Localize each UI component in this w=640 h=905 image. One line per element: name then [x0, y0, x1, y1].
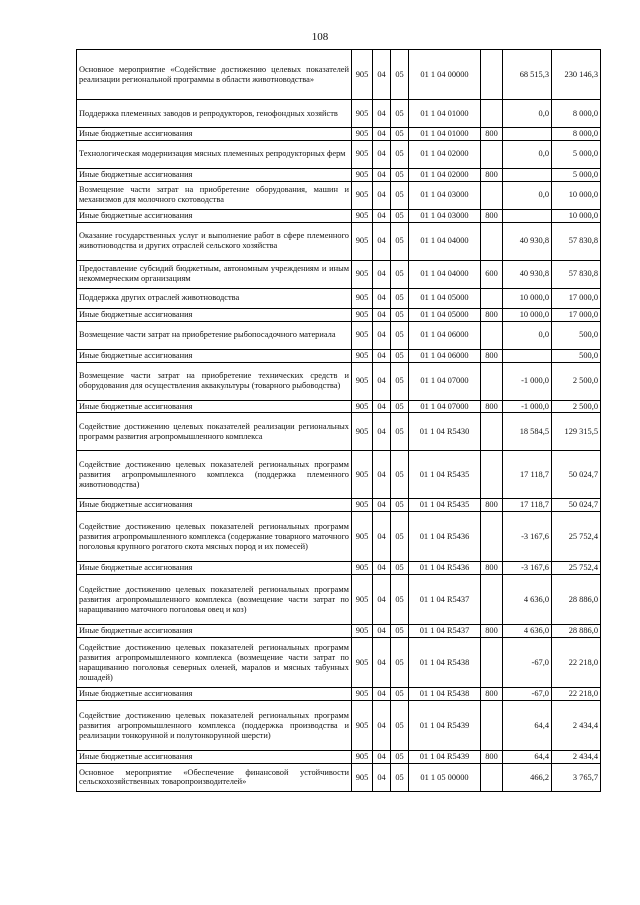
row-gr: 905 [352, 349, 373, 362]
row-pr: 05 [391, 638, 409, 688]
row-gr: 905 [352, 451, 373, 499]
row-name: Поддержка племенных заводов и репродукторов, генофондных хозяйств [77, 100, 352, 128]
row-rz: 04 [373, 688, 391, 701]
table-row [77, 499, 601, 512]
row-gr: 905 [352, 512, 373, 562]
row-csr: 01 1 04 R5437 [409, 625, 481, 638]
row-vr: 800 [481, 168, 503, 181]
row-rz: 04 [373, 349, 391, 362]
row-gr: 905 [352, 688, 373, 701]
row-name: Содействие достижению целевых показателей региональных программ развития агропромышленного комплекса (возмещение части затрат по наращиванию маточного поголовья овец и коз) [77, 575, 352, 625]
row-name: Содействие достижению целевых показателей региональных программ развития агропромышленного комплекса (поддержка племенного животноводства) [77, 451, 352, 499]
row-gr: 905 [352, 499, 373, 512]
row-gr: 905 [352, 260, 373, 288]
row-gr: 905 [352, 362, 373, 400]
row-rz: 04 [373, 413, 391, 451]
row-pr: 05 [391, 512, 409, 562]
row-name: Иные бюджетные ассигнования [77, 751, 352, 764]
row-rz: 04 [373, 168, 391, 181]
row-amount-1: 17 118,7 [503, 499, 552, 512]
row-vr: 800 [481, 625, 503, 638]
row-name: Иные бюджетные ассигнования [77, 688, 352, 701]
row-csr: 01 1 04 01000 [409, 100, 481, 128]
row-gr: 905 [352, 575, 373, 625]
row-amount-1: 4 636,0 [503, 575, 552, 625]
row-amount-2: 500,0 [552, 321, 601, 349]
row-pr: 05 [391, 499, 409, 512]
row-name: Содействие достижению целевых показателей региональных программ развития агропромышленного комплекса (содержание товарного маточного поголовья крупного рогатого скота мясных пород и их помесей) [77, 512, 352, 562]
row-vr: 800 [481, 349, 503, 362]
row-amount-2: 3 765,7 [552, 763, 601, 791]
row-amount-2: 2 500,0 [552, 400, 601, 413]
row-amount-1: 40 930,8 [503, 222, 552, 260]
row-rz: 04 [373, 400, 391, 413]
row-csr: 01 1 04 R5437 [409, 575, 481, 625]
table-row [77, 349, 601, 362]
table-row [77, 168, 601, 181]
row-rz: 04 [373, 625, 391, 638]
row-amount-2: 25 752,4 [552, 512, 601, 562]
row-rz: 04 [373, 499, 391, 512]
row-amount-2: 10 000,0 [552, 209, 601, 222]
row-amount-1: -67,0 [503, 638, 552, 688]
row-pr: 05 [391, 288, 409, 308]
page-number: 108 [311, 31, 329, 43]
table-row [77, 638, 601, 688]
row-amount-2: 8 000,0 [552, 128, 601, 141]
row-amount-1: 18 584,5 [503, 413, 552, 451]
table-row [77, 400, 601, 413]
row-pr: 05 [391, 168, 409, 181]
row-vr [481, 288, 503, 308]
row-gr: 905 [352, 100, 373, 128]
row-amount-1: 10 000,0 [503, 308, 552, 321]
row-name: Основное мероприятие «Обеспечение финансовой устойчивости сельскохозяйственных товаропроизводителей» [77, 763, 352, 791]
row-rz: 04 [373, 288, 391, 308]
row-amount-1 [503, 209, 552, 222]
row-csr: 01 1 04 R5435 [409, 451, 481, 499]
row-pr: 05 [391, 751, 409, 764]
row-rz: 04 [373, 763, 391, 791]
table-row [77, 209, 601, 222]
table-row [77, 222, 601, 260]
row-vr [481, 181, 503, 209]
row-name: Предоставление субсидий бюджетным, автономным учреждениям и иным некоммерческим организациям [77, 260, 352, 288]
row-name: Иные бюджетные ассигнования [77, 499, 352, 512]
row-amount-1 [503, 128, 552, 141]
row-pr: 05 [391, 128, 409, 141]
row-pr: 05 [391, 321, 409, 349]
row-amount-2: 50 024,7 [552, 451, 601, 499]
table-row [77, 128, 601, 141]
row-csr: 01 1 04 03000 [409, 181, 481, 209]
table-row [77, 321, 601, 349]
row-rz: 04 [373, 701, 391, 751]
row-pr: 05 [391, 349, 409, 362]
row-amount-2: 57 830,8 [552, 260, 601, 288]
row-vr [481, 512, 503, 562]
row-rz: 04 [373, 308, 391, 321]
table-row [77, 701, 601, 751]
row-name: Возмещение части затрат на приобретение рыбопосадочного материала [77, 321, 352, 349]
row-name: Технологическая модернизация мясных племенных репродукторных ферм [77, 140, 352, 168]
row-name: Иные бюджетные ассигнования [77, 209, 352, 222]
row-amount-2: 22 218,0 [552, 638, 601, 688]
row-amount-2: 230 146,3 [552, 50, 601, 100]
row-amount-1: -3 167,6 [503, 562, 552, 575]
row-rz: 04 [373, 512, 391, 562]
table-row [77, 100, 601, 128]
row-pr: 05 [391, 308, 409, 321]
row-vr [481, 451, 503, 499]
row-csr: 01 1 04 04000 [409, 222, 481, 260]
row-name: Иные бюджетные ассигнования [77, 562, 352, 575]
row-csr: 01 1 04 R5439 [409, 751, 481, 764]
row-vr [481, 362, 503, 400]
row-pr: 05 [391, 50, 409, 100]
row-gr: 905 [352, 562, 373, 575]
row-amount-1: 10 000,0 [503, 288, 552, 308]
row-pr: 05 [391, 688, 409, 701]
row-name: Иные бюджетные ассигнования [77, 349, 352, 362]
row-rz: 04 [373, 451, 391, 499]
table-row [77, 362, 601, 400]
row-amount-1: -1 000,0 [503, 400, 552, 413]
row-amount-1: 0,0 [503, 100, 552, 128]
row-csr: 01 1 04 01000 [409, 128, 481, 141]
row-pr: 05 [391, 181, 409, 209]
row-rz: 04 [373, 751, 391, 764]
row-gr: 905 [352, 308, 373, 321]
row-amount-2: 50 024,7 [552, 499, 601, 512]
row-pr: 05 [391, 701, 409, 751]
row-vr [481, 222, 503, 260]
row-amount-1: -67,0 [503, 688, 552, 701]
row-pr: 05 [391, 209, 409, 222]
row-vr [481, 763, 503, 791]
row-amount-2: 17 000,0 [552, 288, 601, 308]
row-name: Возмещение части затрат на приобретение оборудования, машин и механизмов для молочного скотоводства [77, 181, 352, 209]
row-amount-1: 40 930,8 [503, 260, 552, 288]
row-pr: 05 [391, 362, 409, 400]
row-amount-2: 500,0 [552, 349, 601, 362]
row-amount-1 [503, 168, 552, 181]
row-rz: 04 [373, 50, 391, 100]
row-gr: 905 [352, 140, 373, 168]
row-vr [481, 140, 503, 168]
row-pr: 05 [391, 575, 409, 625]
row-amount-1: 68 515,3 [503, 50, 552, 100]
row-pr: 05 [391, 100, 409, 128]
row-rz: 04 [373, 209, 391, 222]
row-vr: 800 [481, 400, 503, 413]
row-rz: 04 [373, 638, 391, 688]
row-gr: 905 [352, 625, 373, 638]
row-rz: 04 [373, 575, 391, 625]
table-row [77, 512, 601, 562]
row-csr: 01 1 04 03000 [409, 209, 481, 222]
row-amount-2: 5 000,0 [552, 168, 601, 181]
row-rz: 04 [373, 181, 391, 209]
row-name: Иные бюджетные ассигнования [77, 400, 352, 413]
row-csr: 01 1 04 07000 [409, 362, 481, 400]
row-gr: 905 [352, 413, 373, 451]
row-csr: 01 1 04 R5430 [409, 413, 481, 451]
row-amount-2: 17 000,0 [552, 308, 601, 321]
row-gr: 905 [352, 181, 373, 209]
row-rz: 04 [373, 321, 391, 349]
table-row [77, 288, 601, 308]
row-csr: 01 1 04 06000 [409, 321, 481, 349]
row-vr: 800 [481, 209, 503, 222]
row-rz: 04 [373, 100, 391, 128]
table-row [77, 50, 601, 100]
row-csr: 01 1 04 R5435 [409, 499, 481, 512]
row-rz: 04 [373, 140, 391, 168]
row-gr: 905 [352, 701, 373, 751]
row-name: Содействие достижению целевых показателей реализации региональных программ развития агропромышленного комплекса [77, 413, 352, 451]
row-pr: 05 [391, 260, 409, 288]
row-pr: 05 [391, 451, 409, 499]
table-row [77, 688, 601, 701]
row-csr: 01 1 04 02000 [409, 140, 481, 168]
row-vr [481, 638, 503, 688]
table-row [77, 751, 601, 764]
row-rz: 04 [373, 222, 391, 260]
table-row [77, 181, 601, 209]
table-row [77, 562, 601, 575]
row-amount-2: 28 886,0 [552, 575, 601, 625]
row-csr: 01 1 04 R5439 [409, 701, 481, 751]
row-rz: 04 [373, 562, 391, 575]
row-pr: 05 [391, 562, 409, 575]
table-row [77, 260, 601, 288]
row-gr: 905 [352, 763, 373, 791]
row-amount-2: 2 500,0 [552, 362, 601, 400]
row-amount-1: -1 000,0 [503, 362, 552, 400]
row-amount-1: 17 118,7 [503, 451, 552, 499]
row-rz: 04 [373, 260, 391, 288]
row-name: Поддержка других отраслей животноводства [77, 288, 352, 308]
row-csr: 01 1 04 04000 [409, 260, 481, 288]
row-gr: 905 [352, 50, 373, 100]
row-amount-2: 10 000,0 [552, 181, 601, 209]
row-amount-1: 0,0 [503, 181, 552, 209]
row-amount-2: 5 000,0 [552, 140, 601, 168]
table-row [77, 451, 601, 499]
row-csr: 01 1 04 02000 [409, 168, 481, 181]
row-pr: 05 [391, 763, 409, 791]
row-rz: 04 [373, 128, 391, 141]
row-amount-1: 4 636,0 [503, 625, 552, 638]
table-row [77, 625, 601, 638]
row-vr [481, 321, 503, 349]
row-gr: 905 [352, 209, 373, 222]
row-vr: 800 [481, 128, 503, 141]
row-amount-2: 25 752,4 [552, 562, 601, 575]
row-name: Иные бюджетные ассигнования [77, 168, 352, 181]
row-name: Содействие достижению целевых показателей региональных программ развития агропромышленного комплекса (поддержка производства и реализации тонкорунной и полутонкорунной шерсти) [77, 701, 352, 751]
row-csr: 01 1 04 R5436 [409, 562, 481, 575]
row-vr [481, 413, 503, 451]
row-amount-1: 64,4 [503, 701, 552, 751]
row-gr: 905 [352, 751, 373, 764]
row-csr: 01 1 04 00000 [409, 50, 481, 100]
table-row [77, 413, 601, 451]
row-amount-2: 8 000,0 [552, 100, 601, 128]
row-pr: 05 [391, 413, 409, 451]
row-name: Возмещение части затрат на приобретение технических средств и оборудования для осуществления аквакультуры (товарного рыбоводства) [77, 362, 352, 400]
row-vr: 800 [481, 562, 503, 575]
row-csr: 01 1 04 06000 [409, 349, 481, 362]
table-row [77, 575, 601, 625]
row-pr: 05 [391, 222, 409, 260]
row-amount-1 [503, 349, 552, 362]
row-vr: 800 [481, 499, 503, 512]
row-gr: 905 [352, 638, 373, 688]
row-name: Содействие достижению целевых показателей региональных программ развития агропромышленного комплекса (возмещение части затрат по наращиванию поголовья северных оленей, маралов и мясных табунных лошадей) [77, 638, 352, 688]
row-gr: 905 [352, 128, 373, 141]
row-gr: 905 [352, 400, 373, 413]
budget-table [76, 49, 601, 792]
row-amount-2: 57 830,8 [552, 222, 601, 260]
row-name: Иные бюджетные ассигнования [77, 128, 352, 141]
row-amount-1: 0,0 [503, 140, 552, 168]
row-vr [481, 575, 503, 625]
row-amount-1: 64,4 [503, 751, 552, 764]
row-amount-2: 129 315,5 [552, 413, 601, 451]
table-row [77, 308, 601, 321]
table-body [77, 50, 601, 792]
row-gr: 905 [352, 222, 373, 260]
row-csr: 01 1 04 R5438 [409, 688, 481, 701]
row-amount-2: 2 434,4 [552, 701, 601, 751]
row-name: Иные бюджетные ассигнования [77, 625, 352, 638]
row-gr: 905 [352, 288, 373, 308]
row-vr [481, 701, 503, 751]
table-row [77, 763, 601, 791]
row-pr: 05 [391, 625, 409, 638]
row-gr: 905 [352, 168, 373, 181]
row-amount-1: 466,2 [503, 763, 552, 791]
row-gr: 905 [352, 321, 373, 349]
row-name: Основное мероприятие «Содействие достижению целевых показателей реализации региональной программы в области животноводства» [77, 50, 352, 100]
row-amount-1: -3 167,6 [503, 512, 552, 562]
row-csr: 01 1 04 R5438 [409, 638, 481, 688]
row-amount-2: 22 218,0 [552, 688, 601, 701]
row-vr: 800 [481, 688, 503, 701]
row-name: Оказание государственных услуг и выполнение работ в сфере племенного животноводства и других отраслей сельского хозяйства [77, 222, 352, 260]
row-csr: 01 1 04 07000 [409, 400, 481, 413]
row-amount-2: 2 434,4 [552, 751, 601, 764]
row-amount-1: 0,0 [503, 321, 552, 349]
row-vr: 600 [481, 260, 503, 288]
row-vr: 800 [481, 308, 503, 321]
row-vr [481, 100, 503, 128]
row-csr: 01 1 04 05000 [409, 308, 481, 321]
row-rz: 04 [373, 362, 391, 400]
row-csr: 01 1 04 R5436 [409, 512, 481, 562]
row-amount-2: 28 886,0 [552, 625, 601, 638]
row-csr: 01 1 04 05000 [409, 288, 481, 308]
row-csr: 01 1 05 00000 [409, 763, 481, 791]
table-row [77, 140, 601, 168]
row-vr [481, 50, 503, 100]
row-vr: 800 [481, 751, 503, 764]
row-name: Иные бюджетные ассигнования [77, 308, 352, 321]
row-pr: 05 [391, 400, 409, 413]
row-pr: 05 [391, 140, 409, 168]
